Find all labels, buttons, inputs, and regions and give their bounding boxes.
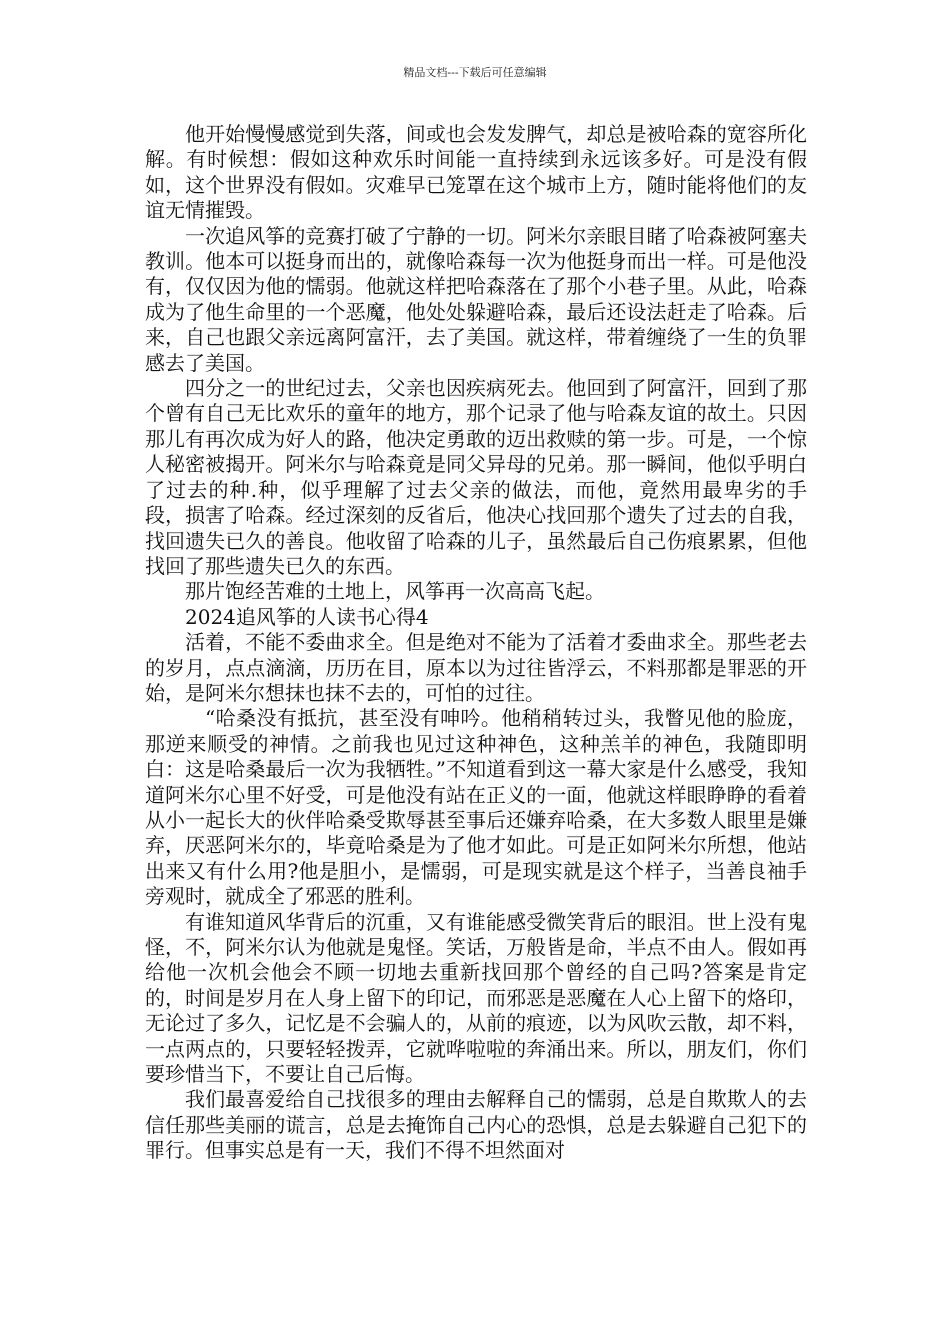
- paragraph: 我们最喜爱给自己找很多的理由去解释自己的懦弱，总是自欺欺人的去信任那些美丽的谎言，总是去掩饰自己内心的恐惧，总是去躲避自己犯下的罪行。但事实总是有一天，我们不得不坦然面对: [145, 1087, 807, 1163]
- page-header: 精品文档---下载后可任意编辑: [403, 66, 547, 79]
- document-body: [145, 122, 807, 1164]
- paragraph: 四分之一的世纪过去，父亲也因疾病死去。他回到了阿富汗，回到了那个曾有自己无比欢乐的童年的地方，那个记录了他与哈森友谊的故土。只因那儿有再次成为好人的路，他决定勇敢的迈出救赎的第一步。可是，一个惊人秘密被揭开。阿米尔与哈森竟是同父异母的兄弟。那一瞬间，他似乎明白了过去的种.种，似乎理解了过去父亲的做法，而他，竟然用最卑劣的手段，损害了哈森。经过深刻的反省后，他决心找回那个遗失了过去的自我，找回遗失已久的善良。他收留了哈森的儿子，虽然最后自己伤痕累累，但他找回了那些遗失已久的东西。: [145, 376, 807, 578]
- paragraph: 活着，不能不委曲求全。但是绝对不能为了活着才委曲求全。那些老去的岁月，点点滴滴，历历在目，原本以为过往皆浮云，不料那都是罪恶的开始，是阿米尔想抹也抹不去的，可怕的过往。: [145, 630, 807, 705]
- paragraph: 他开始慢慢感觉到失落，间或也会发发脾气，却总是被哈森的宽容所化解。有时候想：假如这种欢乐时间能一直持续到永远该多好。可是没有假如，这个世界没有假如。灾难早已笼罩在这个城市上方，随时能将他们的友谊无情摧毁。: [145, 122, 807, 223]
- paragraph: 一次追风筝的竞赛打破了宁静的一切。阿米尔亲眼目睹了哈森被阿塞夫教训。他本可以挺身而出的，就像哈森每一次为他挺身而出一样。可是他没有，仅仅因为他的懦弱。他就这样把哈森落在了那个小巷子里。从此，哈森成为了他生命里的一个恶魔，他处处躲避哈森，最后还设法赶走了哈森。后来，自己也跟父亲远离阿富汗，去了美国。就这样，带着缠绕了一生的负罪感去了美国。: [145, 223, 807, 375]
- quote-paragraph: “哈桑没有抵抗，甚至没有呻吟。他稍稍转过头，我瞥见他的脸庞，那逆来顺受的神情。之前我也见过这种神色，这种羔羊的神色，我随即明白：这是哈桑最后一次为我牺牲。”不知道看到这一幕大家是什么感受，我知道阿米尔心里不好受，可是他没有站在正义的一面，他就这样眼睁睁的看着从小一起长大的伙伴哈桑受欺辱甚至事后还嫌弃哈桑，在大多数人眼里是嫌弃，厌恶阿米尔的，毕竟哈桑是为了他才如此。可是正如阿米尔所想，他站出来又有什么用?他是胆小，是懦弱，可是现实就是这个样子，当善良袖手旁观时，就成全了邪恶的胜利。: [145, 706, 807, 909]
- paragraph: 有谁知道风华背后的沉重，又有谁能感受微笑背后的眼泪。世上没有鬼怪，不，阿米尔认为他就是鬼怪。笑话，万般皆是命，半点不由人。假如再给他一次机会他会不顾一切地去重新找回那个曾经的自己吗?答案是肯定的，时间是岁月在人身上留下的印记，而邪恶是恶魔在人心上留下的烙印，无论过了多久，记忆是不会骗人的，从前的痕迹，以为风吹云散，却不料，一点两点的，只要轻轻拨弄，它就哗啦啦的奔涌出来。所以，朋友们，你们要珍惜当下，不要让自己后悔。: [145, 909, 807, 1087]
- section-heading: 2024追风筝的人读书心得4: [185, 604, 429, 629]
- paragraph: 那片饱经苦难的土地上，风筝再一次高高飞起。: [185, 579, 605, 604]
